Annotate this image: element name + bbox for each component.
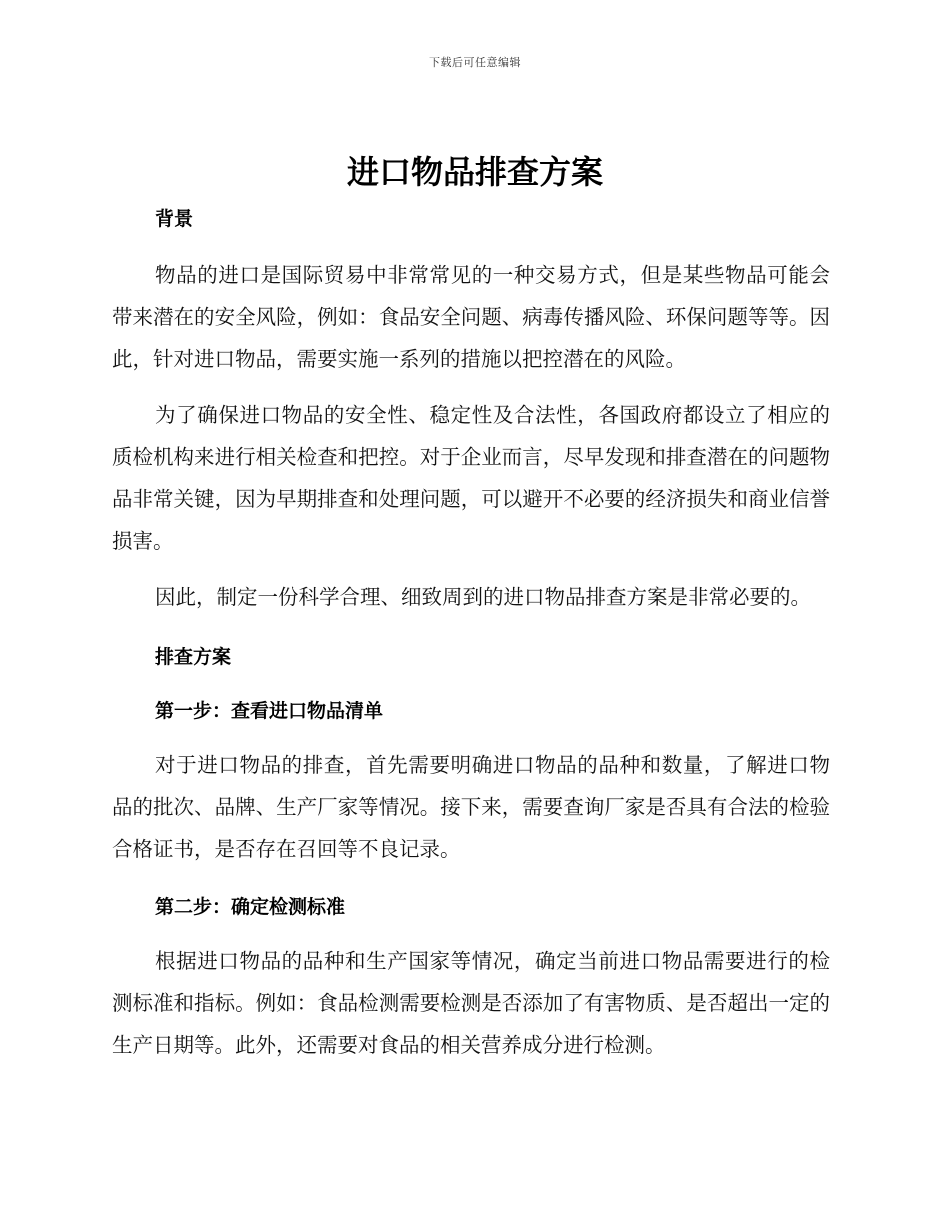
step-2-paragraph: 根据进口物品的品种和生产国家等情况，确定当前进口物品需要进行的检测标准和指标。例如：食品检测需要检测是否添加了有害物质、是否超出一定的生产日期等。此外，还需要对食品的相关营养成分进行检测。 (112, 949, 830, 1057)
paragraph-background-1: 物品的进口是国际贸易中非常常见的一种交易方式，但是某些物品可能会带来潜在的安全风险，例如：食品安全问题、病毒传播风险、环保问题等等。因此，针对进口物品，需要实施一系列的措施以把控潜在的风险。 (112, 263, 830, 371)
step-1-heading: 第一步：查看进口物品清单 (155, 700, 384, 722)
paragraph-background-2: 为了确保进口物品的安全性、稳定性及合法性，各国政府都设立了相应的质检机构来进行相关检查和把控。对于企业而言，尽早发现和排查潜在的问题物品非常关键，因为早期排查和处理问题，可以避开不必要的经济损失和商业信誉损害。 (112, 403, 830, 553)
document-title: 进口物品排查方案 (346, 153, 603, 191)
section-heading-background: 背景 (155, 208, 194, 230)
section-heading-plan: 排查方案 (155, 646, 232, 668)
step-1-paragraph: 对于进口物品的排查，首先需要明确进口物品的品种和数量，了解进口物品的批次、品牌、生产厂家等情况。接下来，需要查询厂家是否具有合法的检验合格证书，是否存在召回等不良记录。 (112, 753, 830, 861)
step-2-heading: 第二步：确定检测标准 (155, 896, 346, 918)
document-body (112, 204, 830, 1066)
paragraph-background-3: 因此，制定一份科学合理、细致周到的进口物品排查方案是非常必要的。 (155, 585, 811, 609)
header-note: 下载后可任意编辑 (429, 56, 521, 69)
